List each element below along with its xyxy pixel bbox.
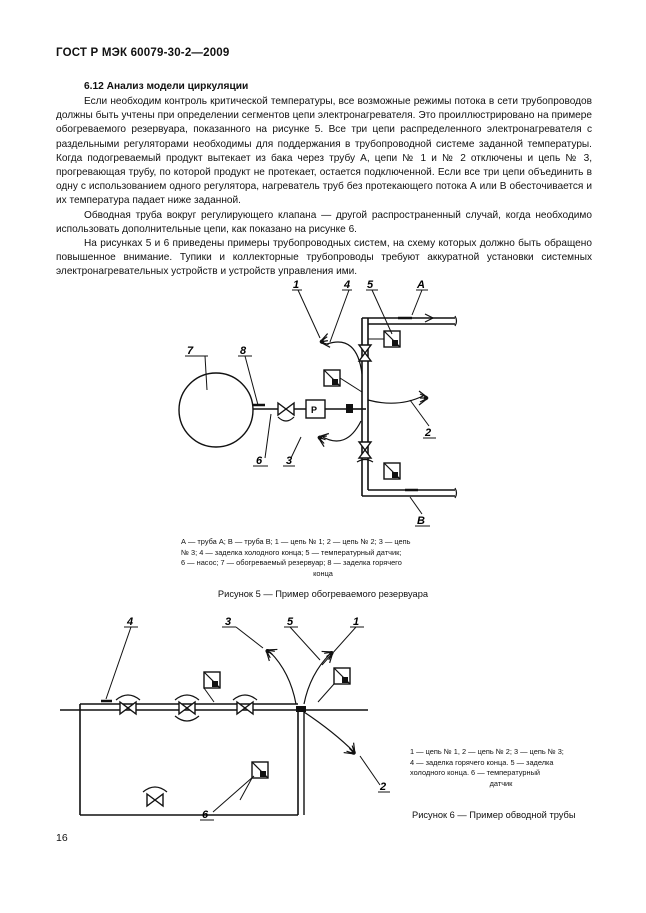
legend-line: холодного конца. 6 — температурный [410,768,541,777]
fig5-label-1: 1 [293,279,300,291]
paragraph: Если необходим контроль критической температуры, все возможные режимы потока в сети трубопроводов должны быть учтены при определении сегментов цепи электронагревателя. Это проиллюстрировано на примере обогреваемого резервуара, показанного на рисунке 5. Все три цепи распределенного электронагревателя с раздельными регуляторами необходимы для поддержания в трубопроводной системе заданной температуры. Когда подогреваемый продукт вытекает из бака через трубу А, цепи № 1 и № 2 отключены и цепь № 3, прогревающая трубу, по которой продукт не протекает, остается подключенной. Если все три цепи объединить в одну с использованием одного регулятора, нагреватель труб без протекающего потока А или В обесточивается и их температура падает ниже заданной. [56,96,592,207]
fig5-label-7: 7 [187,345,194,357]
fig5-label-5: 5 [367,279,374,291]
legend-line: 1 — цепь № 1, 2 — цепь № 2; 3 — цепь № 3; [410,747,564,756]
section-title: 6.12 Анализ модели циркуляции [84,81,249,92]
page-number: 16 [56,832,68,844]
fig5-label-3: 3 [286,455,293,467]
legend-line: 6 — насос; 7 — обогреваемый резервуар; 8 — заделка горячего [181,558,402,567]
fig6-label-3: 3 [225,616,232,628]
fig6-label-6: 6 [202,809,209,821]
paragraph: Обводная труба вокруг регулирующего клапана — другой распространенный случай, когда необходимо использовать дополнительные цепи, как показано на рисунке 6. [56,209,592,235]
figure5-diagram [179,279,457,527]
figure5-title: Рисунок 5 — Пример обогреваемого резервуара [217,589,429,599]
figure6-title: Рисунок 6 — Пример обводной трубы [412,810,576,820]
fig5-label-b: В [417,515,425,527]
fig5-label-2: 2 [425,427,432,439]
legend-line: датчик [489,778,513,788]
legend-line: № 3; 4 — заделка холодного конца; 5 — температурный датчик; [181,547,402,557]
fig5-label-4: 4 [344,279,351,291]
fig6-label-5: 5 [287,616,294,628]
fig5-label-6: 6 [256,455,263,467]
legend-line: 4 — заделка горячего конца. 5 — заделка [410,757,554,767]
fig6-label-2: 2 [380,781,387,793]
fig5-label-a: А [417,279,425,291]
figure6-legend [410,747,592,789]
figure6-diagram [60,616,390,821]
fig6-label-1: 1 [353,616,360,628]
pump-label: Р [311,405,318,415]
document-header: ГОСТ Р МЭК 60079-30-2—2009 [56,47,230,59]
legend-line: конца [313,568,333,578]
fig5-label-8: 8 [240,345,247,357]
fig6-label-4: 4 [127,616,134,628]
paragraph: На рисунках 5 и 6 приведены примеры трубопроводных систем, на схему которых должно быть обращено повышенное внимание. Тупики и коллекторные трубопроводы требуют аккуратной установки системных электронагревательных устройств и устройств управления ими. [56,238,592,278]
legend-line: А — труба А; В — труба В; 1 — цепь № 1; 2 — цепь № 2; 3 — цепь [181,537,411,546]
heated-tank [179,373,253,447]
figure5-legend [181,537,465,579]
